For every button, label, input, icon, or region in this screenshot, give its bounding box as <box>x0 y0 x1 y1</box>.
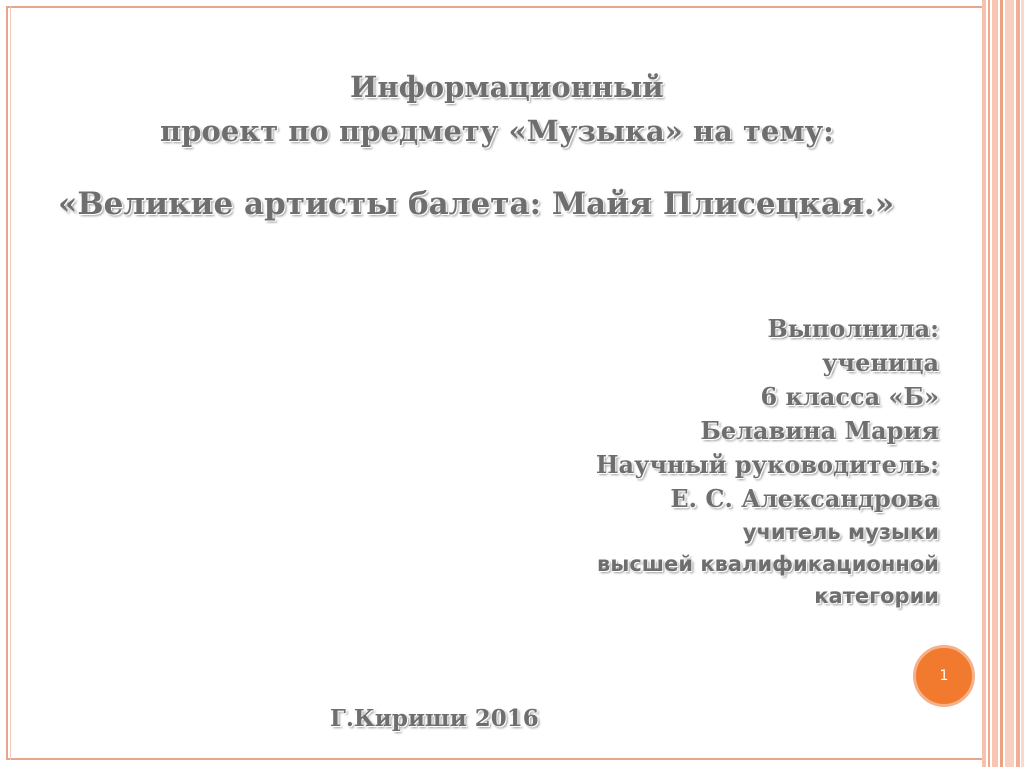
decorative-stripe <box>982 0 986 767</box>
author-class: 6 класса «Б» <box>760 382 939 411</box>
project-topic: «Великие артисты балета: Майя Плисецкая.» <box>58 186 895 222</box>
page-number-badge <box>913 645 975 707</box>
title-line-2: проект по предмету «Музыка» на тему: <box>160 114 834 148</box>
supervisor-name: Е. С. Александрова <box>670 484 939 513</box>
decorative-stripe <box>988 0 990 767</box>
supervisor-title-1: учитель музыки <box>742 520 939 544</box>
author-info <box>596 312 939 612</box>
supervisor-label: Научный руководитель: <box>595 450 939 479</box>
frame-top-border <box>6 6 982 8</box>
decorative-stripe <box>992 0 998 767</box>
decorative-stripe <box>1016 0 1020 767</box>
performed-by-label: Выполнила: <box>767 314 939 343</box>
decorative-stripe <box>1000 0 1003 767</box>
frame-bottom-border <box>6 758 982 760</box>
author-name: Белавина Мария <box>700 416 939 445</box>
supervisor-title-3: категории <box>814 584 939 608</box>
frame-left-border <box>6 6 8 760</box>
author-role: ученица <box>822 348 939 377</box>
decorative-stripe <box>1005 0 1014 767</box>
title-line-1: Информационный <box>350 70 664 104</box>
frame-left-border-inner <box>10 6 11 760</box>
city-year: Г.Кириши 2016 <box>330 705 539 732</box>
page-number: 1 <box>939 668 949 684</box>
supervisor-title-2: высшей квалификационной <box>597 552 939 576</box>
